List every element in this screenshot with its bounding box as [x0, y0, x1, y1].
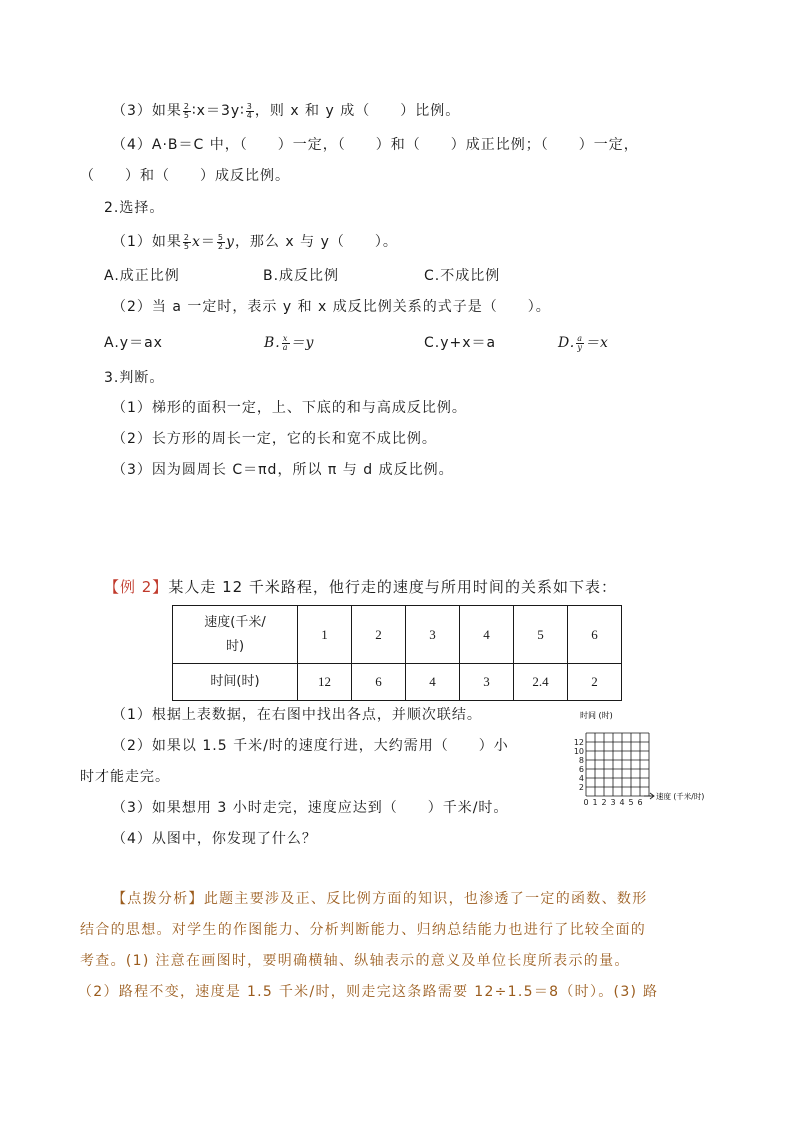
table-cell: 6: [352, 664, 406, 701]
section-3-title: 3.判断。: [104, 370, 165, 386]
analysis-line-2: 结合的思想。对学生的作图能力、分析判断能力、归纳总结能力也进行了比较全面的: [80, 922, 647, 938]
x-tick-label: 0: [583, 798, 589, 806]
x-tick-label: 2: [601, 798, 607, 806]
y-tick-label: 4: [578, 774, 584, 783]
table-cell: 5: [514, 606, 568, 664]
y-tick-label: 2: [578, 783, 584, 792]
table-cell: 3: [460, 664, 514, 701]
table-cell: 12: [298, 664, 352, 701]
table-cell: 2: [352, 606, 406, 664]
fraction-two-fifths: $\frac{2}{5}$: [183, 232, 191, 251]
x-tick-label: 6: [637, 798, 643, 806]
choice-option-a: A.成正比例: [104, 268, 180, 284]
y-axis-title: 时间 (时): [580, 711, 613, 720]
example-question-3: （3）如果想用 3 小时走完，速度应达到（ ）千米/时。: [112, 800, 509, 816]
table-row-time: [173, 664, 622, 701]
judge-item-2: （2）长方形的周长一定，它的长和宽不成比例。: [112, 431, 437, 447]
example-tag: 【例 2】: [104, 578, 169, 596]
x-tick-label: 5: [628, 798, 634, 806]
y-tick-label: 10: [573, 747, 584, 756]
fraction-three-quarters: $\frac{3}{4}$: [246, 101, 253, 120]
table-row-speed: [173, 606, 622, 664]
section-2-title: 2.选择。: [104, 200, 165, 216]
analysis-tag: 【点拨分析】: [112, 891, 204, 907]
choice-option-b: B.成反比例: [263, 268, 340, 284]
table-cell: 3: [406, 606, 460, 664]
choice-2-option-d: D. $\frac{a}{y}$ ＝x: [558, 333, 609, 352]
speed-header: 速度(千米/ 时): [173, 606, 298, 664]
choice-option-c: C.不成比例: [424, 268, 501, 284]
question-4-line-1: （4）A·B＝C 中，（ ）一定，（ ）和（ ）成正比例；（ ）一定，: [112, 137, 639, 153]
judge-item-1: （1）梯形的面积一定，上、下底的和与高成反比例。: [112, 400, 467, 416]
y-tick-labels: [574, 738, 584, 792]
grid-lines: [586, 733, 649, 796]
choice-question-2: （2）当 a 一定时，表示 y 和 x 成反比例关系的式子是（ ）。: [112, 299, 551, 315]
y-tick-label: 8: [578, 756, 584, 765]
time-header: 时间(时): [173, 664, 298, 701]
analysis-line-4: （2）路程不变，速度是 1.5 千米/时，则走完这条路需要 12÷1.5＝8（时）。(3) 路: [78, 984, 659, 1000]
coordinate-grid: [566, 706, 726, 806]
y-tick-label: 6: [578, 765, 584, 774]
choice-2-option-c: C.y+x＝a: [424, 335, 497, 351]
example-2-heading: 【例 2】某人走 12 千米路程，他行走的速度与所用时间的关系如下表：: [104, 578, 617, 596]
table-cell: 2: [568, 664, 622, 701]
table-cell: 2.4: [514, 664, 568, 701]
choice-2-option-b: B. $\frac{x}{a}$ ＝y: [264, 333, 315, 352]
y-tick-label: 12: [573, 738, 584, 747]
x-tick-label: 1: [592, 798, 598, 806]
table-cell: 4: [406, 664, 460, 701]
example-question-1: （1）根据上表数据，在右图中找出各点，并顺次联结。: [112, 707, 482, 723]
question-4-line-2: （ ）和（ ）成反比例。: [80, 168, 290, 184]
x-tick-label: 4: [619, 798, 625, 806]
x-tick-labels: [583, 798, 642, 806]
table-cell: 4: [460, 606, 514, 664]
speed-time-table: [172, 605, 622, 701]
fraction-two-fifths: $\frac{2}{5}$: [183, 101, 191, 120]
example-question-2: （2）如果以 1.5 千米/时的速度行进，大约需用（ ）小: [112, 738, 509, 754]
x-axis-title: 速度 (千米/时): [656, 792, 705, 801]
judge-item-3: （3）因为圆周长 C＝πd，所以 π 与 d 成反比例。: [112, 462, 454, 478]
table-cell: 1: [298, 606, 352, 664]
analysis-line-1: 【点拨分析】此题主要涉及正、反比例方面的知识，也渗透了一定的函数、数形: [112, 891, 648, 907]
example-question-4: （4）从图中，你发现了什么？: [112, 831, 317, 847]
table-cell: 6: [568, 606, 622, 664]
choice-question-1: （1）如果 $\frac{2}{5}$ x＝ $\frac{5}{2}$ y，那么 x 与 y（ ）。: [112, 232, 398, 251]
x-tick-label: 3: [610, 798, 616, 806]
fraction-five-halves: $\frac{5}{2}$: [217, 232, 225, 251]
question-3-proportion: （3）如果 $\frac{2}{5}$ ∶x＝3y∶ $\frac{3}{4}$ ，则 x 和 y 成（ ）比例。: [112, 101, 461, 120]
choice-2-option-a: A.y＝ax: [104, 335, 163, 351]
analysis-line-3: 考查。(1) 注意在画图时，要明确横轴、纵轴表示的意义及单位长度所表示的量。: [80, 953, 630, 969]
example-question-2-cont: 时才能走完。: [80, 769, 170, 785]
